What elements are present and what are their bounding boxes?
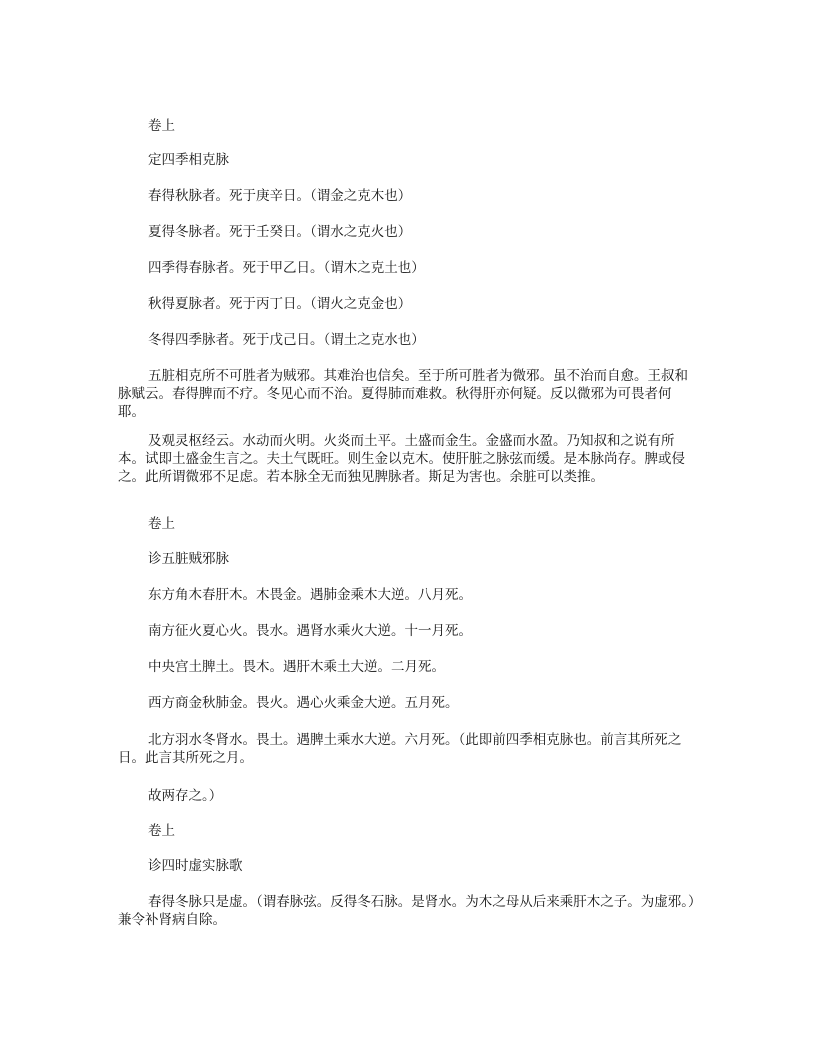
text-paragraph: 西方商金秋肺金。畏火。遇心火乘金大逆。五月死。: [148, 695, 459, 711]
text-paragraph: 冬得四季脉者。死于戊己日。（谓土之克水也）: [148, 332, 425, 348]
text-paragraph: 及观灵枢经云。水动而火明。火炎而土平。土盛而金生。金盛而水盈。乃知叔和之说有所本。试即土盛金生言之。夫土气既旺。则生金以克木。使肝脏之脉弦而缓。是本脉尚存。脾或侵之。此所谓微邪不足虑。若本脉全无而独见脾脉者。斯足为害也。余脏可以类推。: [118, 433, 685, 485]
text-paragraph: 春得秋脉者。死于庚辛日。（谓金之克木也）: [148, 188, 412, 204]
text-paragraph: 中央宫土脾土。畏木。遇肝木乘土大逆。二月死。: [148, 659, 445, 675]
text-paragraph: 故两存之。）: [148, 788, 223, 804]
volume-heading: 卷上: [148, 516, 175, 532]
text-paragraph: 夏得冬脉者。死于壬癸日。（谓水之克火也）: [148, 224, 412, 240]
volume-heading: 卷上: [148, 118, 175, 134]
section-title: 诊五脏贼邪脉: [148, 551, 229, 567]
text-paragraph: 四季得春脉者。死于甲乙日。（谓木之克土也）: [148, 260, 425, 276]
text-paragraph: 秋得夏脉者。死于丙丁日。（谓火之克金也）: [148, 296, 412, 312]
text-paragraph: 北方羽水冬肾水。畏土。遇脾土乘水大逆。六月死。（此即前四季相克脉也。前言其所死之日。此言其所死之月。: [118, 732, 682, 766]
section-title: 定四季相克脉: [148, 152, 229, 168]
volume-heading: 卷上: [148, 823, 175, 839]
text-paragraph: 五脏相克所不可胜者为贼邪。其难治也信矣。至于所可胜者为微邪。虽不治而自愈。王叔和脉赋云。春得脾而不疗。冬见心而不治。夏得肺而难救。秋得肝亦何疑。反以微邪为可畏者何耶。: [118, 368, 688, 420]
text-paragraph: 东方角木春肝木。木畏金。遇肺金乘木大逆。八月死。: [148, 587, 472, 603]
text-paragraph: 南方征火夏心火。畏水。遇肾水乘火大逆。十一月死。: [148, 623, 472, 639]
text-paragraph: 春得冬脉只是虚。（谓春脉弦。反得冬石脉。是肾水。为木之母从后来乘肝木之子。为虚邪。）兼令补肾病自除。: [118, 894, 695, 928]
section-title: 诊四时虚实脉歌: [148, 858, 243, 874]
